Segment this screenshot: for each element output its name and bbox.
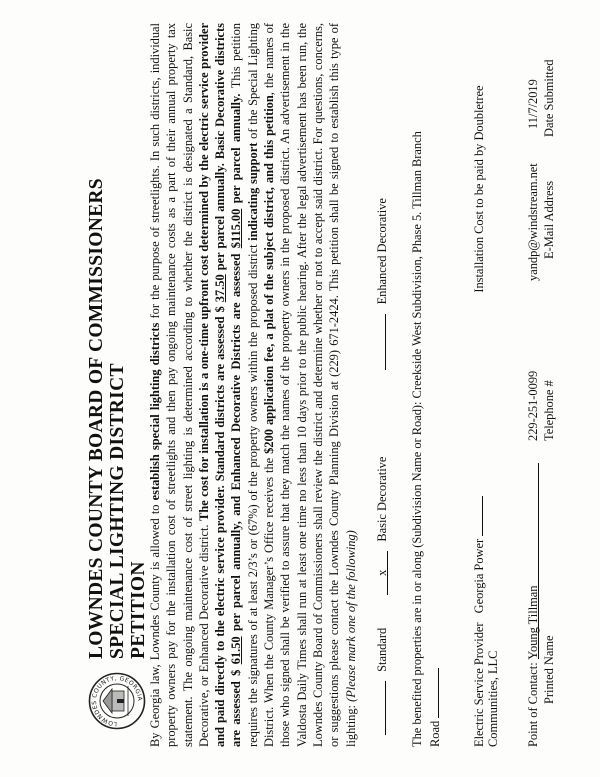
location-value-cont[interactable]: Road bbox=[428, 720, 442, 747]
installation-cost-note: Installation Cost to be paid by Doubletree bbox=[472, 85, 486, 293]
location-row-2 bbox=[426, 668, 443, 747]
title-line-1: LOWNDES COUNTY BOARD OF COMMISSIONERS bbox=[86, 178, 107, 659]
enhanced-decorative-checkbox[interactable] bbox=[373, 314, 386, 370]
provider-label: Electric Service Provider bbox=[472, 622, 486, 747]
basic-decorative-mark: x bbox=[375, 569, 389, 576]
email-caption: E-Mail Address bbox=[542, 180, 556, 259]
standard-checkbox[interactable] bbox=[373, 681, 386, 735]
printed-name-caption: Printed Name bbox=[542, 635, 556, 704]
provider-value[interactable]: Georgia Power bbox=[472, 538, 486, 614]
title-line-3: PETITION bbox=[128, 561, 149, 659]
location-row bbox=[410, 131, 425, 747]
title-line-2: SPECIAL LIGHTING DISTRICT bbox=[107, 363, 128, 659]
provider-row-2 bbox=[486, 651, 501, 747]
location-underline bbox=[426, 668, 439, 718]
contact-label: Point of Contact: bbox=[526, 659, 540, 747]
basic-decorative-checkbox[interactable] bbox=[375, 551, 388, 595]
lighting-options-row bbox=[373, 198, 390, 735]
seal-text: LOWNDES COUNTY, GEORGIA bbox=[90, 674, 144, 728]
provider-row bbox=[470, 86, 487, 747]
basic-decorative-label: Basic Decorative bbox=[375, 456, 389, 542]
enhanced-decorative-label: Enhanced Decorative bbox=[375, 198, 389, 305]
contact-name-underline bbox=[526, 463, 539, 659]
contact-name[interactable]: Young Tillman bbox=[526, 585, 540, 660]
date-caption: Date Submitted bbox=[542, 59, 556, 137]
petition-body-text: By Georgia law, Lowndes County is allowed to establish special lighting districts for the purpose of streetlights. In such districts, individual property owners pay for the installation cost of streetlights and then pay ongoing maintenance costs as a part of their annual property tax statement. The ongoing maintenance cost of street lighting is determined according to whether the district is designated a Standard, Basic Decorative, or Enhanced Decorative district. The cost for installation is a one-time upfront cost determined by the electric service provider and paid directly to the electric service provider. Standard districts are assessed $ 37.50 per parcel annually. Basic Decorative districts are assessed $ 61.50 per parcel annually, and Enhanced Decorative Districts are assessed $115.00 per parcel annually. This petition requires the signatures of at least 2/3’s or (67%) of the property owners within the proposed district indicating support of the Special Lighting District. When the County Manager’s Office receives the $200 application fee, a plat of the subject district, and this petition, the names of those who signed shall be verified to assure that they match the names of the property owners in the proposed district. An advertisement in the Valdosta Daily Times shall run at least one time no less than 10 days prior to the public hearing. After the legal advertisement has been run, the Lowndes County Board of Commissioners shall review the district and determine whether or not to accept said district. For questions, concerns, or suggestions please contact the Lowndes County Planning Division at (229) 671-2424. This petition shall be signed to establish this type of lighting: (Please mark one of the following) bbox=[148, 23, 358, 747]
location-value[interactable]: Creekside West Subdivision, Phase 5. Tillman Branch bbox=[410, 131, 424, 399]
date-value[interactable]: 11/7/2019 bbox=[526, 79, 540, 129]
telephone-caption: Telephone # bbox=[542, 380, 556, 441]
telephone-value[interactable]: 229-251-0099 bbox=[526, 370, 540, 441]
location-label: The benefited properties are in or along (Subdivision Name or Road): bbox=[410, 398, 424, 747]
installation-cost-note-cont: Communities, LLC bbox=[486, 650, 500, 747]
county-seal-icon bbox=[88, 672, 146, 730]
email-value[interactable]: yandp@windstream.net bbox=[526, 163, 540, 281]
standard-label: Standard bbox=[375, 627, 389, 672]
provider-underline bbox=[470, 496, 483, 536]
